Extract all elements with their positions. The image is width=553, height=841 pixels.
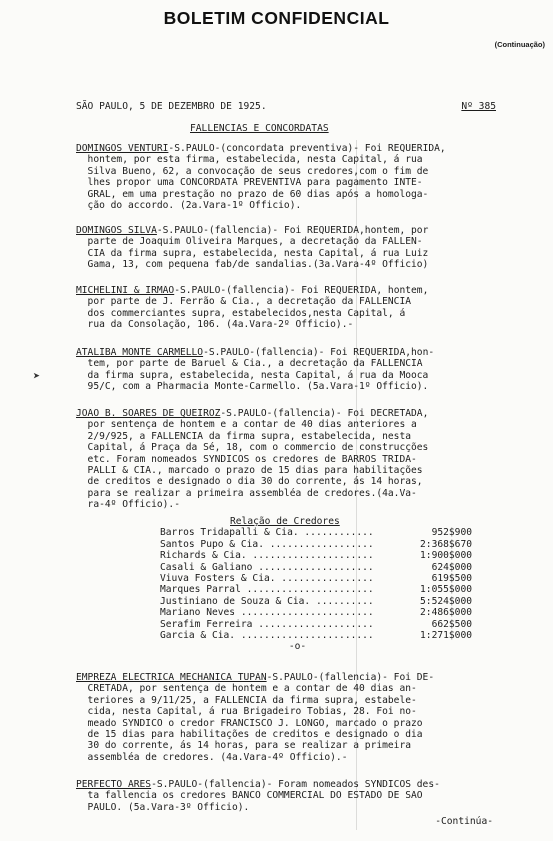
entry-line	[76, 779, 541, 790]
entry-company-name: MICHELINI & IRMÃO	[76, 285, 175, 296]
creditor-name: Marques Parral ......................	[160, 584, 374, 596]
creditor-name: Garcia & Cia. .......................	[160, 630, 374, 642]
creditor-name: Viuva Fosters & Cia. ................	[160, 573, 374, 585]
entry-line	[76, 408, 541, 419]
entry-line: de creditos e designado o dia 30 do corrente, ás 14 horas,	[76, 476, 423, 488]
creditor-row	[160, 630, 550, 641]
entry-line: 95/C, com a Pharmacia Monte-Carmello. (5a.Vara-1º Officio).	[76, 381, 429, 393]
entry-line: para se realizar a primeira assembléa de credores.(4a.Va-	[76, 487, 417, 499]
section-title: FALLENCIAS E CONCORDATAS	[190, 123, 329, 134]
entry-line: ta fallencia os credores BANCO COMMERCIAL DO ESTADO DE SÃO	[76, 790, 423, 802]
creditor-amount: 662$500	[431, 618, 472, 630]
creditor-amount: 952$900	[431, 527, 472, 539]
entry-line: lhes propor uma CONCORDATA PREVENTIVA para pagamento INTE-	[76, 177, 423, 189]
creditor-name: Mariano Neves .......................	[160, 607, 374, 619]
creditor-name: Serafim Ferreira ....................	[160, 618, 374, 630]
entry-line: ção do accordo. (2a.Vara-1º Officio).	[76, 200, 302, 212]
entry-headline-rest: -S.PAULO-(fallencia)- Foram nomeados SYNDICOS des-	[151, 779, 440, 790]
entry-perfecto-ares	[76, 779, 541, 813]
creditor-row	[160, 562, 550, 573]
entry-line: por parte de J. Ferrão & Cia., a decretação da FALLENCIA	[76, 296, 412, 308]
entry-line: Capital, á Praça da Sé, 18, com o commercio de construcções	[76, 442, 429, 454]
entry-line: cida, nesta Capital, á rua Brigadeiro Tobias, 28. Foi no-	[76, 706, 417, 718]
entry-company-name: JOÃO B. SOARES DE QUEIROZ	[76, 408, 221, 419]
entry-line: da firma supra, estabelecida, nesta Capital, á rua da Mooca	[76, 369, 429, 381]
entry-line	[76, 347, 541, 358]
creditor-amount: 619$500	[431, 573, 472, 585]
entry-line: parte de Joaquim Oliveira Marques, a decretação da FALLEN-	[76, 236, 423, 248]
entry-company-name: ATALIBA MONTE CARMELLO	[76, 347, 204, 358]
entry-line	[76, 672, 541, 683]
creditor-amount: 1:055$000	[420, 584, 472, 596]
entry-line: meado SYNDICO o credor FRANCISCO J. LONGO, marcado o prazo	[76, 717, 423, 729]
entry-joao-soares-queiroz	[76, 408, 541, 511]
creditor-row	[160, 596, 550, 607]
entry-line: 2/9/925, a FALLENCIA da firma supra, estabelecida, nesta	[76, 430, 412, 442]
entry-line: teriores a 9/11/25, a FALLENCIA da firma supra, estabele-	[76, 694, 417, 706]
entry-line: GRAL, em uma prestação no prazo de 60 dias após a homologa-	[76, 188, 429, 200]
entry-line: etc. Foram nomeados SYNDICOS os credores de BARROS TRIDA-	[76, 453, 417, 465]
entry-headline-rest: -S.PAULO-(concordata preventiva)- Foi REQUERIDA,	[168, 143, 446, 154]
creditor-row	[160, 619, 550, 630]
entry-company-name: DOMINGOS SILVA	[76, 225, 157, 236]
entry-headline-rest: -S.PAULO-(fallencia)- Foi REQUERIDA,hon-	[203, 347, 435, 358]
entry-line: tem, por parte de Baruel & Cia., a decretação da FALLENCIA	[76, 358, 423, 370]
entry-company-name: PERFECTO ARES	[76, 779, 152, 790]
creditor-amount: 2:368$670	[420, 538, 472, 550]
entry-line: PALLI & CIA., marcado o prazo de 15 dias para habilitações	[76, 465, 423, 477]
creditor-name: Barros Tridapalli & Cia. ............	[160, 527, 374, 539]
entry-line: dos commerciantes supra, estabelecidos,nesta Capital, á	[76, 307, 406, 319]
entry-line: assembléa de credores. (4a.Vara-4º Officio).-	[76, 751, 348, 763]
bulletin-title: BOLETIM CONFIDENCIAL	[163, 8, 390, 28]
entry-line: por sentença de hontem e a contar de 40 dias anteriores a	[76, 419, 417, 431]
entry-line: CRETADA, por sentença de hontem e a contar de 40 dias an-	[76, 683, 417, 695]
dateline	[76, 101, 496, 112]
entry-line: CIA da firma supra, estabelecida, nesta Capital, á rua Luiz	[76, 247, 429, 259]
date-text: SÃO PAULO, 5 DE DEZEMBRO DE 1925.	[76, 101, 267, 112]
creditor-row	[160, 539, 550, 550]
entry-michelini-irmao	[76, 285, 541, 331]
creditor-amount: 624$000	[431, 561, 472, 573]
creditor-row	[160, 584, 550, 595]
entry-ataliba-monte-carmello	[76, 347, 541, 393]
creditor-amount: 1:900$000	[420, 550, 472, 562]
creditor-name: Richards & Cia. .....................	[160, 550, 374, 562]
entry-domingos-venturi	[76, 143, 541, 211]
entry-line	[76, 143, 541, 154]
creditor-name: Justiniano de Souza & Cia. ..........	[160, 595, 374, 607]
entry-domingos-silva	[76, 225, 541, 271]
entry-empreza-electrica-tupan	[76, 672, 541, 763]
continuation-label: (Continuação)	[494, 40, 545, 49]
entry-line	[76, 285, 541, 296]
creditor-name: Santos Pupo & Cia. ..................	[160, 538, 374, 550]
entry-headline-rest: -S.PAULO-(fallencia)- Foi REQUERIDA, hontem,	[174, 285, 429, 296]
entry-line: hontem, por esta firma, estabelecida, nesta Capital, á rua	[76, 154, 423, 166]
entry-line: 30 do corrente, ás 14 horas, para se realizar a primeira	[76, 740, 412, 752]
creditor-name: Casali & Galiano ....................	[160, 561, 374, 573]
entry-line: de 15 dias para habilitações de creditos e designado o dia	[76, 729, 423, 741]
creditor-row	[160, 573, 550, 584]
entry-headline-rest: -S.PAULO-(fallencia)- Foi REQUERIDA,hontem, por	[156, 225, 429, 236]
entry-company-name: EMPREZA ELECTRICA MECHANICA TUPAN	[76, 672, 267, 683]
separator: -o-	[288, 641, 307, 653]
creditor-row	[160, 607, 550, 618]
entry-line	[76, 225, 541, 236]
creditor-amount: 1:271$000	[420, 630, 472, 642]
entry-line: Gama, 13, com pequena fab/de sandalias.(3a.Vara-4º Officio)	[76, 259, 429, 271]
creditor-row	[160, 527, 550, 538]
continua-label: -Continúa-	[435, 816, 493, 827]
creditors-list	[160, 516, 550, 653]
creditors-heading: Relação de Credores	[230, 516, 340, 527]
entry-company-name: DOMINGOS VENTURI	[76, 143, 169, 154]
creditor-row	[160, 550, 550, 561]
entry-line: Silva Bueno, 62, a convocação de seus credores,com o fim de	[76, 165, 429, 177]
creditor-amount: 5:524$000	[420, 595, 472, 607]
entry-headline-rest: -S.PAULO-(fallencia)- Foi DE-	[266, 672, 435, 683]
entry-line: ra-4º Officio).-	[76, 499, 180, 511]
creditor-amount: 2:486$000	[420, 607, 472, 619]
entry-line: PAULO. (5a.Vara-3º Officio).	[76, 801, 250, 813]
entry-headline-rest: -S.PAULO-(fallencia)- Foi DECRETADA,	[220, 408, 429, 419]
margin-arrow-mark: ➤	[33, 369, 41, 383]
entry-line: rua da Consolação, 106. (4a.Vara-2º Officio).-	[76, 319, 354, 331]
bulletin-number: Nº 385	[461, 101, 496, 112]
